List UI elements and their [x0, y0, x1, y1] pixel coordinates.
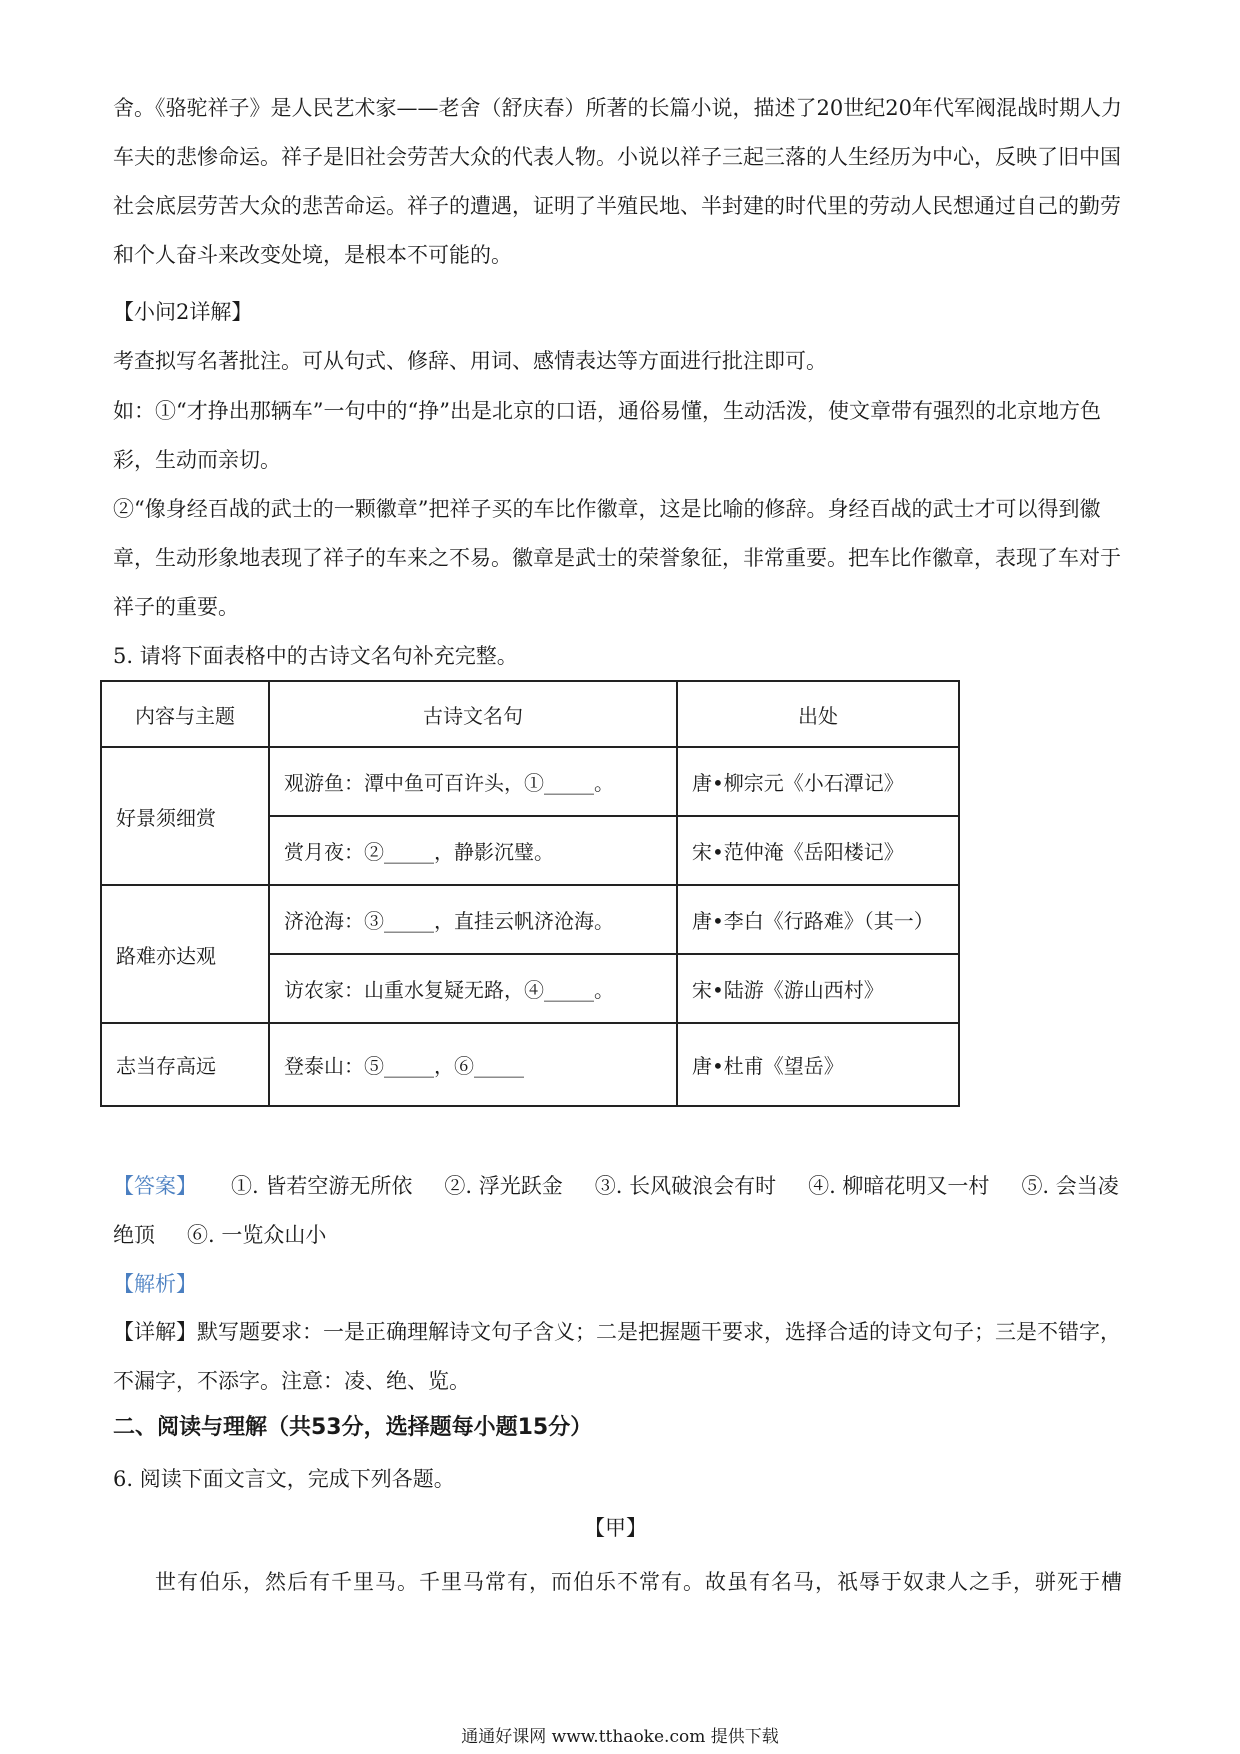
answer-block — [113, 1162, 1133, 1260]
q6-prompt: 6. 阅读下面文言文，完成下列各题。 — [113, 1467, 455, 1491]
q2-line1: 考查拟写名著批注。可从句式、修辞、用词、感情表达等方面进行批注即可。 — [113, 349, 827, 373]
answer-item: ③. 长风破浪会有时 — [594, 1174, 777, 1198]
analysis-label: 【解析】 — [113, 1272, 197, 1296]
verse-cell: 观游鱼：潭中鱼可百许头，①_____。 — [269, 747, 677, 816]
header-source: 出处 — [677, 681, 959, 747]
q5-prompt: 5. 请将下面表格中的古诗文名句补充完整。 — [113, 644, 518, 668]
theme-cell: 志当存高远 — [101, 1023, 269, 1106]
theme-cell: 路难亦达观 — [101, 885, 269, 1023]
poem-table — [100, 680, 960, 1107]
answer-label: 【答案】 — [113, 1174, 197, 1198]
page-footer: 通通好课网 www.tthaoke.com 提供下载 — [461, 1727, 779, 1747]
source-cell: 唐•杜甫《望岳》 — [677, 1023, 959, 1106]
q2-heading: 【小问2详解】 — [113, 300, 253, 324]
answer-item: ②. 浮光跃金 — [444, 1174, 563, 1198]
answer-item: ①. 皆若空游无所依 — [231, 1174, 413, 1198]
source-cell: 唐•李白《行路难》（其一） — [677, 885, 959, 954]
header-verse: 古诗文名句 — [269, 681, 677, 747]
table-row — [101, 747, 959, 816]
theme-cell: 好景须细赏 — [101, 747, 269, 885]
intro-paragraph: 舍。《骆驼祥子》是人民艺术家——老舍（舒庆春）所著的长篇小说，描述了20世纪20年代军阀混战时期人力车夫的悲惨命运。祥子是旧社会劳苦大众的代表人物。小说以祥子三起三落的人生经历为中心，反映了旧中国社会底层劳苦大众的悲苦命运。祥子的遭遇，证明了半殖民地、半封建的时代里的劳动人民想通过自己的勤劳和个人奋斗来改变处境，是根本不可能的。 — [113, 96, 1122, 267]
verse-cell: 济沧海：③_____，直挂云帆济沧海。 — [269, 885, 677, 954]
verse-cell: 登泰山：⑤_____，⑥_____ — [269, 1023, 677, 1106]
header-theme: 内容与主题 — [101, 681, 269, 747]
detail-text: 【详解】默写题要求：一是正确理解诗文句子含义；二是把握题干要求，选择合适的诗文句子；三是不错字，不漏字，不添字。注意：凌、绝、览。 — [113, 1320, 1121, 1393]
table-row — [101, 885, 959, 954]
section2-title: 二、阅读与理解（共53分，选择题每小题15分） — [113, 1415, 593, 1440]
verse-cell: 访农家：山重水复疑无路，④_____。 — [269, 954, 677, 1023]
source-cell: 宋•范仲淹《岳阳楼记》 — [677, 816, 959, 885]
answer-item: ⑥. 一览众山小 — [187, 1223, 327, 1247]
answer-item: ⑤. 会当凌绝顶 — [113, 1174, 1119, 1247]
source-cell: 宋•陆游《游山西村》 — [677, 954, 959, 1023]
source-cell: 唐•柳宗元《小石潭记》 — [677, 747, 959, 816]
q2-example1: 如：①“才挣出那辆车”一句中的“挣”出是北京的口语，通俗易懂，生动活泼，使文章带有强烈的北京地方色彩，生动而亲切。 — [113, 399, 1101, 472]
answer-item: ④. 柳暗花明又一村 — [808, 1174, 990, 1198]
table-header-row — [101, 681, 959, 747]
q2-example2: ②“像身经百战的武士的一颗徽章”把祥子买的车比作徽章，这是比喻的修辞。身经百战的武士才可以得到徽章，生动形象地表现了祥子的车来之不易。徽章是武士的荣誉象征，非常重要。把车比作徽章，表现了车对于祥子的重要。 — [113, 497, 1121, 619]
classical-text: 世有伯乐，然后有千里马。千里马常有，而伯乐不常有。故虽有名马，祇辱于奴隶人之手，骈死于槽 — [155, 1570, 1123, 1594]
verse-cell: 赏月夜：②_____，静影沉璧。 — [269, 816, 677, 885]
table-row — [101, 1023, 959, 1106]
jia-label: 【甲】 — [584, 1516, 647, 1540]
